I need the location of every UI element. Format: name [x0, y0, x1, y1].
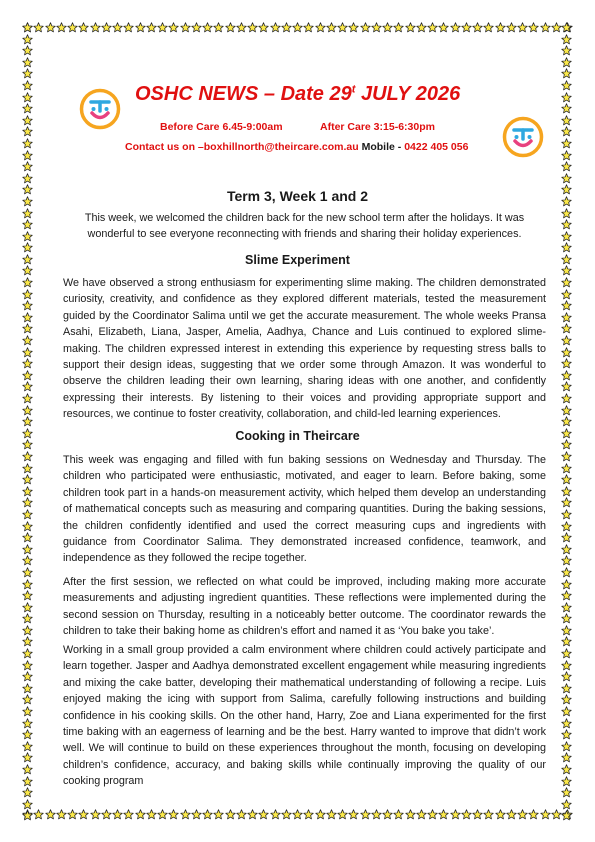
star-icon: [561, 683, 572, 694]
star-icon: [371, 22, 382, 33]
star-icon: [22, 579, 33, 590]
title-date: JULY 2026: [355, 83, 461, 105]
star-icon: [213, 22, 224, 33]
star-icon: [22, 497, 33, 508]
star-icon: [416, 809, 427, 820]
star-icon: [22, 92, 33, 103]
star-icon: [561, 694, 572, 705]
star-icon: [483, 22, 494, 33]
star-icon: [561, 219, 572, 230]
star-icon: [22, 335, 33, 346]
star-icon: [146, 22, 157, 33]
star-icon: [236, 22, 247, 33]
cooking-paragraph-2: After the first session, we reflected on what could be improved, including making more accurate measurements and adjusting ingredient quantities. These reflections were implemented during the second session on Thursday, resulting in a noticeably better outcome. The coordinator rewards the children to take their baking home as children’s effort and named it as ‘You bake you take’.: [63, 576, 546, 638]
star-icon: [348, 22, 359, 33]
star-icon: [561, 579, 572, 590]
star-icon: [561, 752, 572, 763]
star-icon: [281, 809, 292, 820]
star-icon: [561, 242, 572, 253]
star-icon: [517, 22, 528, 33]
star-icon: [22, 173, 33, 184]
star-icon: [561, 810, 572, 821]
star-icon: [22, 115, 33, 126]
star-icon: [22, 265, 33, 276]
week-heading: Term 3, Week 1 and 2: [226, 188, 369, 204]
star-icon: [472, 22, 483, 33]
star-icon: [270, 22, 281, 33]
star-icon: [191, 809, 202, 820]
star-icon: [371, 809, 382, 820]
star-icon: [135, 22, 146, 33]
star-icon: [270, 809, 281, 820]
star-icon: [561, 799, 572, 810]
after-care-hours: After Care 3:15-6:30pm: [320, 121, 435, 133]
star-icon: [90, 809, 101, 820]
star-icon: [472, 809, 483, 820]
star-icon: [22, 509, 33, 520]
star-icon: [561, 741, 572, 752]
star-icon: [168, 22, 179, 33]
star-icon: [22, 451, 33, 462]
theircare-logo-icon: [79, 88, 121, 130]
star-icon: [22, 80, 33, 91]
star-icon: [22, 776, 33, 787]
star-icon: [22, 741, 33, 752]
slime-heading: Slime Experiment: [245, 253, 350, 267]
star-border-left: [22, 22, 34, 822]
star-icon: [561, 300, 572, 311]
star-icon: [258, 809, 269, 820]
intro-paragraph: This week, we welcomed the children back for the new school term after the holidays. It was wonderful to see everyone reconnecting with friends and sharing their holiday experiences.: [84, 212, 525, 241]
star-icon: [22, 381, 33, 392]
star-icon: [405, 22, 416, 33]
star-icon: [22, 161, 33, 172]
star-icon: [561, 173, 572, 184]
star-border-right: [561, 22, 573, 822]
star-icon: [561, 764, 572, 775]
star-icon: [225, 809, 236, 820]
title-superscript: t: [351, 83, 356, 96]
star-icon: [67, 22, 78, 33]
star-icon: [168, 809, 179, 820]
star-icon: [561, 161, 572, 172]
star-icon: [561, 532, 572, 543]
star-icon: [22, 103, 33, 114]
star-icon: [202, 22, 213, 33]
contact-line: [125, 141, 468, 153]
star-icon: [315, 22, 326, 33]
star-icon: [22, 810, 33, 821]
star-icon: [561, 636, 572, 647]
star-icon: [22, 671, 33, 682]
star-icon: [405, 809, 416, 820]
star-icon: [22, 45, 33, 56]
star-icon: [213, 809, 224, 820]
slime-paragraph: We have observed a strong enthusiasm for experimenting slime making. The children demonstrated curiosity, creativity, and confidence as they explored different materials, tested the measurement guided by the Coordinator Salima until we get the accurate measurement. The whole weeks Pransa Asahi, Elizabeth, Liana, Jasper, Amelia, Aadhya, Chance and Luis continued to explored slime-making. The children expressed interest in extending this experience by requesting stress balls to support their design ideas, suggesting that we order some through Amazon. It was wonderful to observe the children leading their own learning, sharing ideas with one another, and confidently expressing their interests. By listening to their voices and providing appropriate support and resources, we continue to foster creativity, collaboration, and child-led learning experiences.: [63, 277, 546, 421]
star-icon: [22, 289, 33, 300]
star-icon: [416, 22, 427, 33]
star-icon: [22, 22, 33, 33]
star-icon: [180, 22, 191, 33]
star-icon: [561, 474, 572, 485]
star-icon: [56, 22, 67, 33]
star-icon: [22, 752, 33, 763]
star-icon: [561, 776, 572, 787]
star-icon: [292, 809, 303, 820]
star-icon: [438, 22, 449, 33]
star-icon: [495, 22, 506, 33]
star-icon: [561, 393, 572, 404]
star-icon: [561, 509, 572, 520]
star-icon: [22, 405, 33, 416]
star-icon: [22, 277, 33, 288]
star-icon: [236, 809, 247, 820]
star-icon: [22, 150, 33, 161]
star-icon: [22, 648, 33, 659]
star-icon: [561, 68, 572, 79]
star-icon: [247, 809, 258, 820]
star-icon: [348, 809, 359, 820]
star-icon: [561, 787, 572, 798]
star-icon: [561, 590, 572, 601]
star-icon: [22, 393, 33, 404]
star-icon: [561, 115, 572, 126]
star-icon: [90, 22, 101, 33]
star-icon: [22, 34, 33, 45]
star-icon: [561, 92, 572, 103]
star-icon: [22, 486, 33, 497]
star-icon: [561, 381, 572, 392]
star-icon: [22, 694, 33, 705]
star-icon: [561, 463, 572, 474]
star-icon: [22, 347, 33, 358]
star-icon: [561, 706, 572, 717]
before-care-hours: Before Care 6.45-9:00am: [160, 121, 283, 133]
star-icon: [22, 138, 33, 149]
star-icon: [123, 809, 134, 820]
star-icon: [22, 463, 33, 474]
star-icon: [22, 718, 33, 729]
star-icon: [561, 103, 572, 114]
star-icon: [561, 671, 572, 682]
newsletter-title: [135, 83, 460, 106]
star-icon: [561, 34, 572, 45]
star-icon: [22, 660, 33, 671]
star-icon: [22, 57, 33, 68]
star-icon: [202, 809, 213, 820]
star-icon: [461, 22, 472, 33]
star-icon: [22, 625, 33, 636]
cooking-paragraph-3: Working in a small group provided a calm environment where children could actively participate and learn together. Jasper and Aadhya demonstrated excellent engagement while measuring ingredients and mixing the cake batter, developing their mathematical understanding of following a recipe. Luis enjoyed making the icing with support from Salima, carefully following instructions and building confidence in his cooking skills. On the other hand, Harry, Zoe and Liana experimented for the first time baking with an eagerness of learning and be the best. Harry wanted to improve that didn’t work well. We will continue to build on these experiences throughout the month, focusing on developing children’s confidence, accuracy, and baking skills while continually improving the quality of our cooking program: [63, 644, 546, 788]
star-icon: [561, 648, 572, 659]
star-icon: [22, 219, 33, 230]
contact-phone: 0422 405 056: [404, 141, 469, 153]
contact-mobile-label: Mobile -: [361, 141, 405, 153]
star-icon: [561, 521, 572, 532]
star-icon: [22, 544, 33, 555]
star-icon: [78, 809, 89, 820]
star-border-top: [22, 22, 573, 34]
star-icon: [22, 729, 33, 740]
star-icon: [561, 138, 572, 149]
star-icon: [427, 22, 438, 33]
star-icon: [22, 323, 33, 334]
star-icon: [561, 405, 572, 416]
star-icon: [438, 809, 449, 820]
star-icon: [22, 532, 33, 543]
star-icon: [22, 636, 33, 647]
star-icon: [22, 231, 33, 242]
star-icon: [33, 809, 44, 820]
star-icon: [180, 809, 191, 820]
star-icon: [22, 555, 33, 566]
star-icon: [225, 22, 236, 33]
star-icon: [247, 22, 258, 33]
star-icon: [561, 289, 572, 300]
star-icon: [561, 347, 572, 358]
star-icon: [281, 22, 292, 33]
star-icon: [22, 242, 33, 253]
star-icon: [450, 22, 461, 33]
theircare-logo-icon: [502, 116, 544, 158]
star-icon: [506, 22, 517, 33]
star-icon: [22, 126, 33, 137]
star-icon: [303, 809, 314, 820]
star-icon: [315, 809, 326, 820]
star-icon: [101, 809, 112, 820]
star-icon: [303, 22, 314, 33]
star-icon: [561, 22, 572, 33]
star-icon: [22, 799, 33, 810]
star-icon: [561, 544, 572, 555]
star-icon: [561, 718, 572, 729]
star-icon: [258, 22, 269, 33]
star-icon: [561, 265, 572, 276]
star-icon: [157, 22, 168, 33]
star-icon: [22, 590, 33, 601]
star-icon: [123, 22, 134, 33]
star-icon: [561, 660, 572, 671]
star-icon: [67, 809, 78, 820]
star-icon: [483, 809, 494, 820]
star-icon: [22, 613, 33, 624]
star-icon: [22, 358, 33, 369]
star-icon: [393, 22, 404, 33]
star-icon: [561, 416, 572, 427]
star-icon: [22, 787, 33, 798]
star-icon: [561, 126, 572, 137]
star-icon: [561, 45, 572, 56]
star-icon: [540, 809, 551, 820]
star-icon: [561, 150, 572, 161]
star-icon: [157, 809, 168, 820]
star-icon: [561, 57, 572, 68]
star-icon: [191, 22, 202, 33]
star-icon: [561, 497, 572, 508]
star-icon: [33, 22, 44, 33]
star-icon: [561, 312, 572, 323]
star-icon: [45, 22, 56, 33]
star-icon: [326, 809, 337, 820]
star-icon: [360, 22, 371, 33]
star-icon: [22, 300, 33, 311]
star-icon: [561, 80, 572, 91]
star-icon: [561, 231, 572, 242]
star-icon: [561, 555, 572, 566]
star-icon: [528, 22, 539, 33]
star-icon: [561, 358, 572, 369]
star-icon: [561, 370, 572, 381]
star-icon: [382, 22, 393, 33]
star-icon: [22, 683, 33, 694]
cooking-heading: Cooking in Theircare: [235, 429, 360, 443]
star-icon: [561, 486, 572, 497]
star-icon: [561, 625, 572, 636]
star-icon: [528, 809, 539, 820]
star-icon: [22, 706, 33, 717]
star-icon: [561, 335, 572, 346]
star-border-bottom: [22, 809, 573, 821]
star-icon: [506, 809, 517, 820]
star-icon: [292, 22, 303, 33]
star-icon: [427, 809, 438, 820]
star-icon: [561, 208, 572, 219]
star-icon: [326, 22, 337, 33]
star-icon: [22, 312, 33, 323]
star-icon: [540, 22, 551, 33]
star-icon: [561, 602, 572, 613]
star-icon: [112, 22, 123, 33]
star-icon: [561, 451, 572, 462]
star-icon: [22, 567, 33, 578]
star-icon: [112, 809, 123, 820]
star-icon: [517, 809, 528, 820]
star-icon: [337, 809, 348, 820]
star-icon: [135, 809, 146, 820]
star-icon: [22, 416, 33, 427]
star-icon: [561, 567, 572, 578]
star-icon: [146, 809, 157, 820]
star-icon: [22, 474, 33, 485]
contact-email: Contact us on –boxhillnorth@theircare.com.au: [125, 141, 359, 153]
star-icon: [561, 613, 572, 624]
title-text: OSHC NEWS – Date 29: [135, 83, 352, 105]
star-icon: [101, 22, 112, 33]
star-icon: [382, 809, 393, 820]
star-icon: [337, 22, 348, 33]
star-icon: [461, 809, 472, 820]
star-icon: [393, 809, 404, 820]
star-icon: [22, 602, 33, 613]
star-icon: [22, 764, 33, 775]
star-icon: [56, 809, 67, 820]
star-icon: [495, 809, 506, 820]
star-icon: [22, 68, 33, 79]
star-icon: [450, 809, 461, 820]
star-icon: [22, 370, 33, 381]
star-icon: [78, 22, 89, 33]
star-icon: [561, 323, 572, 334]
star-icon: [561, 277, 572, 288]
star-icon: [360, 809, 371, 820]
star-icon: [22, 521, 33, 532]
star-icon: [22, 208, 33, 219]
star-icon: [561, 729, 572, 740]
cooking-paragraph-1: This week was engaging and filled with fun baking sessions on Wednesday and Thursday. The children who participated were enthusiastic, motivated, and eager to learn. Before baking, some children took part in a hands-on measurement activity, which helped them develop an understanding of mathematical concepts such as measuring and comparing quantities. During the baking sessions, the children confidently identified and used the correct measuring cups and ingredients with guidance from Coordinator Salima. They demonstrated increased confidence, teamwork, and independence as they followed the recipe together.: [63, 454, 546, 565]
star-icon: [45, 809, 56, 820]
